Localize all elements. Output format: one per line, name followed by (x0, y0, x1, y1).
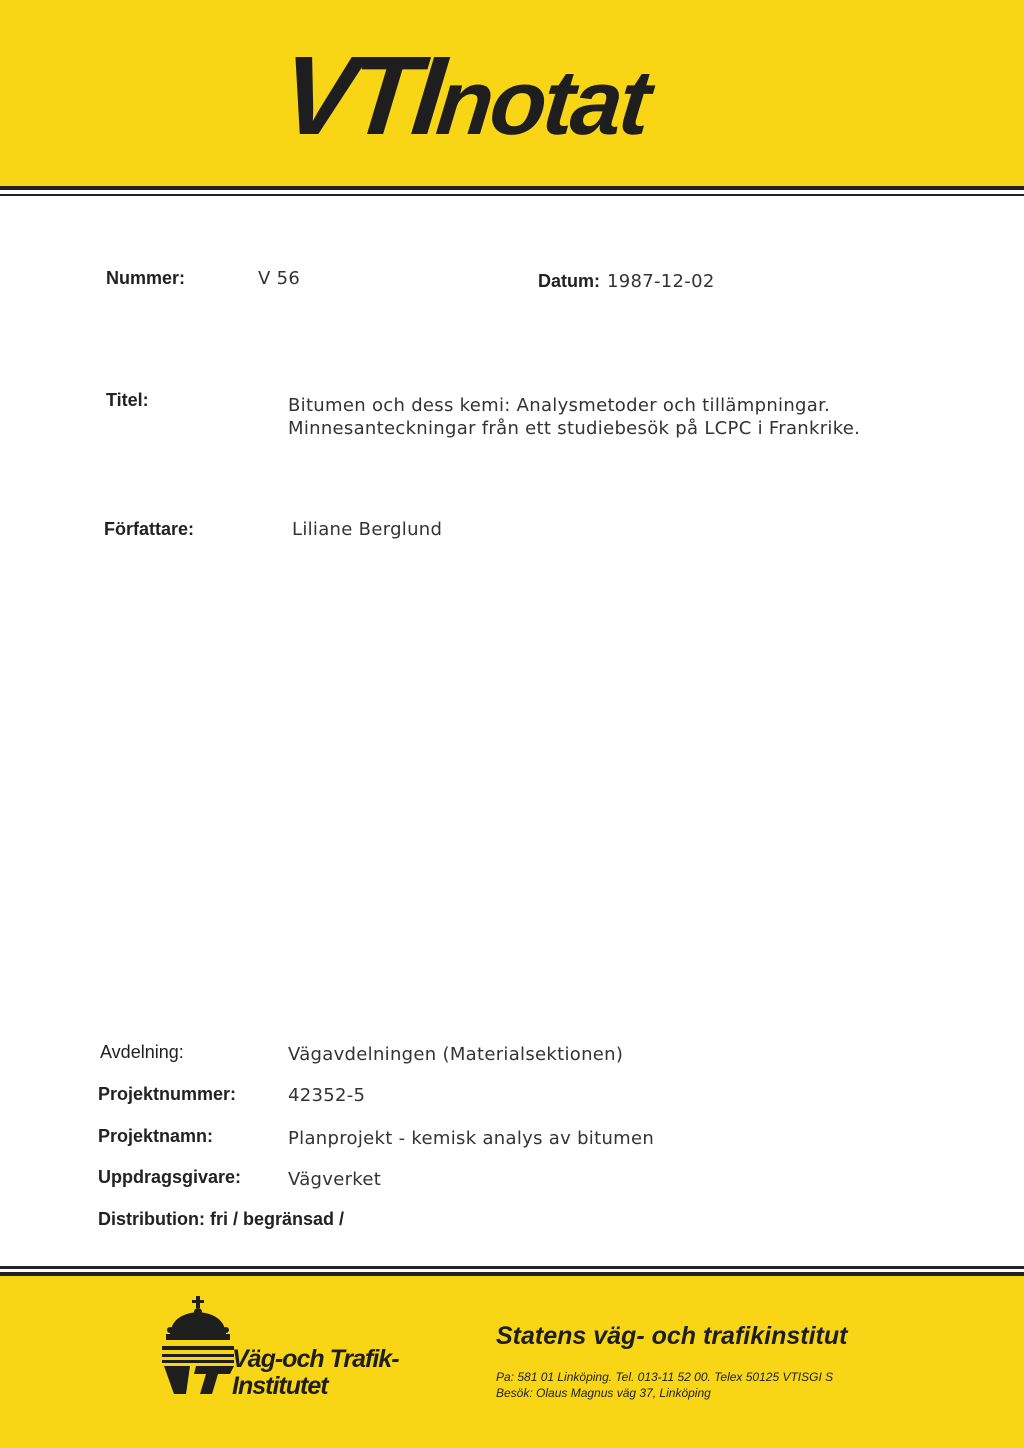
projektnummer-label: Projektnummer: (98, 1084, 237, 1104)
uppdragsgivare-value: Vägverket (288, 1169, 382, 1190)
titel-line-2: Minnesanteckningar från ett studiebesök på LCPC i Frankrike. (288, 418, 861, 439)
nummer-value: V 56 (258, 268, 301, 289)
datum-value: 1987-12-02 (607, 271, 715, 292)
avdelning-label: Avdelning: (100, 1042, 184, 1062)
projektnamn-label: Projektnamn: (98, 1126, 214, 1146)
vti-notat-masthead (275, 33, 654, 158)
datum-label: Datum: (538, 271, 600, 291)
forfattare-label: Författare: (104, 519, 195, 539)
address-line-1: Pa: 581 01 Linköping. Tel. 013-11 52 00. Telex 50125 VTISGI S (496, 1370, 834, 1384)
crown-emblem-icon (160, 1296, 236, 1396)
masthead-vti: VTI (275, 33, 445, 158)
masthead-notat: notat (432, 52, 653, 154)
header-rule-thin (0, 194, 1024, 196)
projektnamn-value: Planprojekt - kemisk analys av bitumen (288, 1128, 655, 1149)
titel-line-1: Bitumen och dess kemi: Analysmetoder och tillämpningar. (288, 395, 831, 416)
projektnummer-value: 42352-5 (288, 1085, 366, 1106)
distribution-line: Distribution: fri / begränsad / (98, 1209, 345, 1229)
titel-label: Titel: (106, 390, 149, 410)
forfattare-value: Liliane Berglund (292, 519, 443, 540)
avdelning-value: Vägavdelningen (Materialsektionen) (288, 1044, 624, 1065)
uppdragsgivare-label: Uppdragsgivare: (98, 1167, 242, 1187)
logo-text-line-2: Institutet (232, 1372, 328, 1400)
institute-name: Statens väg- och trafikinstitut (496, 1322, 848, 1350)
nummer-label: Nummer: (106, 268, 186, 288)
footer-rule-thin (0, 1266, 1024, 1269)
address-line-2: Besök: Olaus Magnus väg 37, Linköping (496, 1386, 711, 1400)
logo-text-line-1: Väg-och Trafik- (232, 1345, 399, 1373)
footer-band (0, 1276, 1024, 1448)
header-rule-thick (0, 186, 1024, 190)
